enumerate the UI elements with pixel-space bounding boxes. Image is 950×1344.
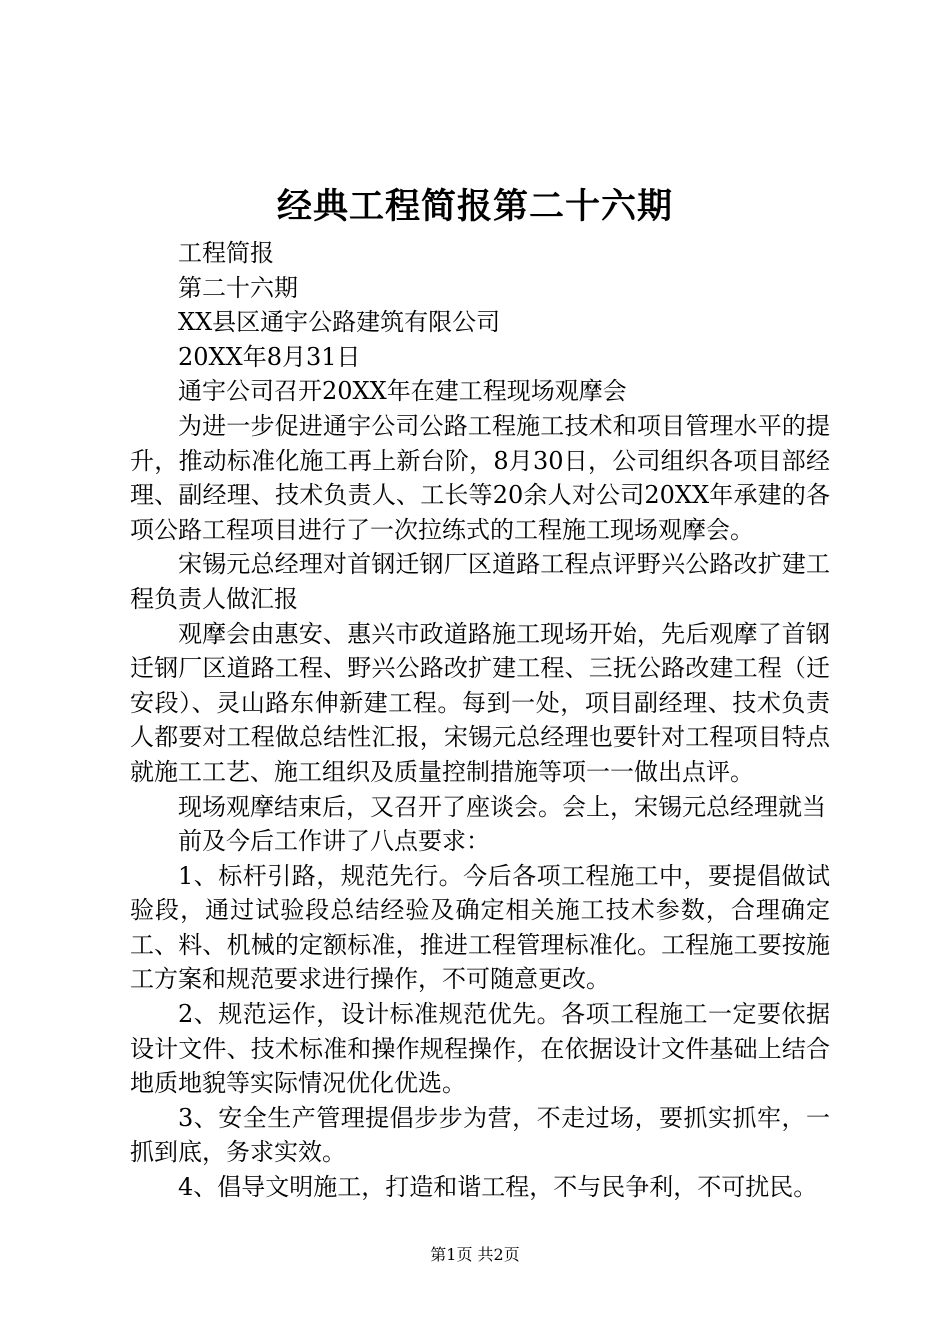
paragraph-date: 20XX年8月31日 <box>178 342 361 371</box>
paragraph-headline: 通宇公司召开20XX年在建工程现场观摩会 <box>178 377 627 406</box>
page-footer: 第1页 共2页 <box>430 1245 520 1264</box>
paragraph-requirement: 4、倡导文明施工，打造和谐工程，不与民争利，不可扰民。 <box>178 1173 818 1202</box>
paragraph-body: 为进一步促进通宇公司公路工程施工技术和项目管理水平的提升，推动标准化施工再上新台阶，8月30日，公司组织各项目部经理、副经理、技术负责人、工长等20余人对公司20XX年承建的各项公路工程项目进行了一次拉练式的工程施工现场观摩会。 <box>130 411 830 544</box>
document-title: 经典工程简报第二十六期 <box>276 186 673 227</box>
paragraph-company: XX县区通宇公路建筑有限公司 <box>178 308 501 337</box>
paragraph-requirement: 1、标杆引路，规范先行。今后各项工程施工中，要提倡做试验段，通过试验段总结经验及确定相关施工技术参数，合理确定工、料、机械的定额标准，推进工程管理标准化。工程施工要按施工方案和规范要求进行操作，不可随意更改。 <box>130 861 830 994</box>
paragraph-body: 宋锡元总经理对首钢迁钢厂区道路工程点评野兴公路改扩建工程负责人做汇报 <box>130 550 830 613</box>
paragraph-requirement: 3、安全生产管理提倡步步为营，不走过场，要抓实抓牢，一抓到底，务求实效。 <box>130 1103 830 1167</box>
paragraph-body: 现场观摩结束后，又召开了座谈会。会上，宋锡元总经理就当 <box>178 792 826 821</box>
paragraph-body: 观摩会由惠安、惠兴市政道路施工现场开始，先后观摩了首钢迁钢厂区道路工程、野兴公路改扩建工程、三抚公路改建工程（迁安段）、灵山路东伸新建工程。每到一处，项目副经理、技术负责人都要对工程做总结性汇报，宋锡元总经理也要针对工程项目特点就施工工艺、施工组织及质量控制措施等项一一做出点评。 <box>130 619 830 786</box>
paragraph-requirement: 2、规范运作，设计标准规范优先。各项工程施工一定要依据设计文件、技术标准和操作规程操作，在依据设计文件基础上结合地质地貌等实际情况优化优选。 <box>130 1000 830 1098</box>
paragraph-body: 前及今后工作讲了八点要求： <box>178 827 490 856</box>
document-body <box>130 236 830 1205</box>
paragraph-issue-number: 第二十六期 <box>178 273 298 302</box>
paragraph-header-label: 工程简报 <box>178 239 274 267</box>
